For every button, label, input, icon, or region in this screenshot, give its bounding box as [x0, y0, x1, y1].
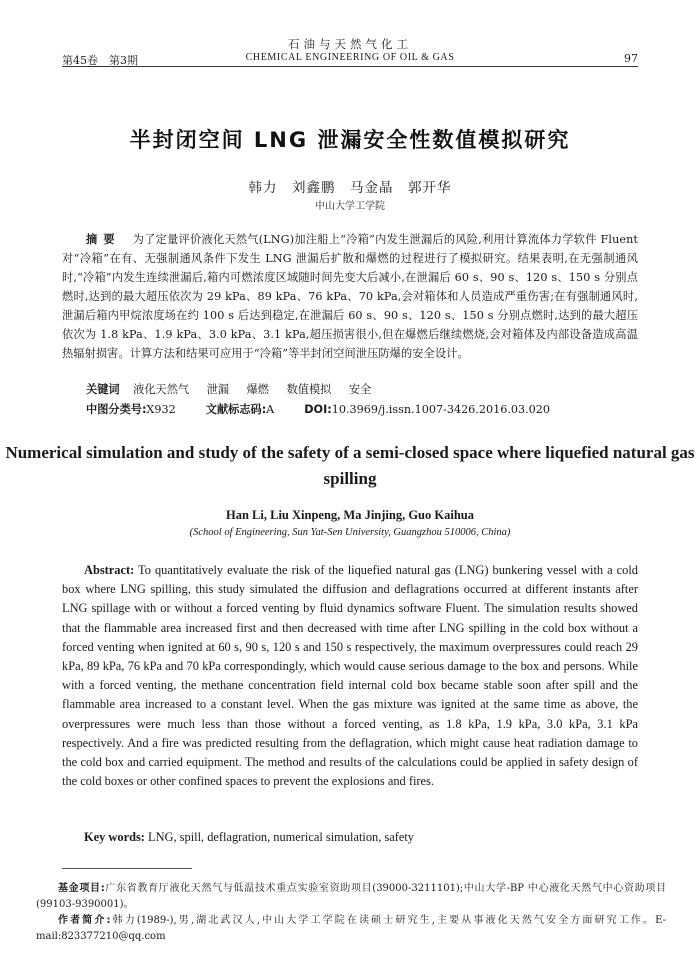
keyword-cn: 爆燃 [246, 383, 269, 396]
running-header-journal-en: CHEMICAL ENGINEERING OF OIL & GAS [245, 52, 455, 63]
affiliation-cn: 中山大学工学院 [315, 201, 385, 212]
footnote-funding-label: 基金项目: [58, 883, 105, 894]
keywords-cn [86, 381, 385, 397]
paper-title-en: Numerical simulation and study of the safety of a semi-closed space where liquefied natural gas spilling [5, 443, 695, 488]
keywords-en-label: Key words: [84, 830, 145, 844]
running-header-volume-issue: 第45卷 第3期 [62, 54, 138, 67]
keywords-en [84, 830, 414, 845]
footnote-funding [36, 881, 666, 913]
abstract-en [62, 561, 638, 791]
clc-value: X932 [146, 403, 176, 416]
keyword-cn: 泄漏 [206, 383, 230, 396]
paper-title-cn: 半封闭空间 LNG 泄漏安全性数值模拟研究 [129, 128, 571, 152]
authors-en: Han Li, Liu Xinpeng, Ma Jinjing, Guo Kaihua [226, 508, 474, 522]
classification-line [86, 401, 550, 417]
keyword-cn: 安全 [348, 383, 372, 396]
affiliation-en: (School of Engineering, Sun Yat-Sen University, Guangzhou 510006, China) [189, 527, 511, 538]
footnote-author-text: 韩力(1989-),男,湖北武汉人,中山大学工学院在读硕士研究生,主要从事液化天然气安全方面研究工作。E-mail:823377210@qq.com [36, 915, 667, 942]
running-header-page-number: 97 [624, 52, 638, 65]
running-header-journal-cn: 石油与天然气化工 [288, 37, 412, 51]
doi-value: 10.3969/j.issn.1007-3426.2016.03.020 [331, 403, 551, 416]
header-divider [62, 66, 638, 67]
clc-label: 中图分类号: [86, 403, 147, 416]
abstract-en-text: To quantitatively evaluate the risk of the liquefied natural gas (LNG) bunkering vessel with a cold box where LNG spilling, this study simulated the diffusion and deflagrations occurred at different instants after LNG spillage with or without a forced venting by fluid dynamics software Fluent. The simulation results showed that the flammable area increased first and then decreased with time after LNG spilling in the cold box without a forced venting when ignited at 60 s, 90 s, 120 s and 150 s respectively, the maximum overpressures could reach 29 kPa, 89 kPa, 76 kPa and 70 kPa correspondingly, which would cause serious damage to the box and persons. While with a forced venting, the methane concentration field internal cold box became stable soon after spill and the flammable area increased to a constant level. When the gas mixture was ignited at the same time as above, the overpressures were much less than those without a forced venting, as 1.8 kPa, 1.9 kPa, 3.0 kPa, 3.1 kPa respectively. And a fire was predicted resulting from the deflagration, which might cause heat radiation damage to the cold box and carried equipment. The method and results of the calculations could be applied in safety design of the cold boxes or other confined spaces to prevent the explosions and fires. [62, 563, 638, 789]
keyword-cn: 数值模拟 [286, 383, 332, 396]
keyword-cn: 液化天然气 [133, 383, 190, 396]
footnote-divider [62, 868, 192, 869]
abstract-cn [62, 230, 638, 363]
doi-label: DOI: [304, 403, 332, 416]
footnote-author-label: 作者简介: [58, 915, 111, 926]
footnote-author [36, 913, 666, 945]
authors-cn: 韩力 刘鑫鹏 马金晶 郭开华 [248, 180, 452, 196]
abstract-cn-text: 为了定量评价液化天然气(LNG)加注船上“冷箱”内发生泄漏后的风险,利用计算流体力学软件 Fluent 对“冷箱”在有、无强制通风条件下发生 LNG 泄漏后扩散和爆燃的过程进行了模拟研究。结果表明,在无强制通风时,“冷箱”内发生连续泄漏后,箱内可燃浓度区域随时间先变大后减小,在泄漏后 60 s、90 s、120 s、150 s 分别点燃时,达到的最大超压依次为 29 kPa、89 kPa、76 kPa、70 kPa,会对箱体和人员造成严重伤害;在有强制通风时,泄漏后箱内甲烷浓度场在约 100 s 后达到稳定,在泄漏后 60 s、90 s、120 s、150 s 分别点燃时,达到的最大超压依次为 1.8 kPa、1.9 kPa、3.0 kPa、3.1 kPa,超压损害很小,但在爆燃后继续燃烧,会对箱体及内部设备造成高温热辐射损害。计算方法和结果可应用于“冷箱”等半封闭空间泄压防爆的安全设计。 [62, 233, 638, 360]
abstract-en-label: Abstract: [84, 563, 135, 577]
doc-code-label: 文献标志码: [205, 403, 267, 416]
abstract-cn-label: 摘要 [86, 233, 121, 246]
footnote-funding-text: 广东省教育厅液化天然气与低温技术重点实验室资助项目(39000-3211101);中山大学-BP 中心液化天然气中心资助项目(99103-9390001)。 [36, 883, 666, 910]
doc-code-value: A [266, 403, 275, 416]
keywords-en-text: LNG, spill, deflagration, numerical simulation, safety [144, 830, 415, 844]
keywords-cn-label: 关键词 [86, 383, 120, 396]
